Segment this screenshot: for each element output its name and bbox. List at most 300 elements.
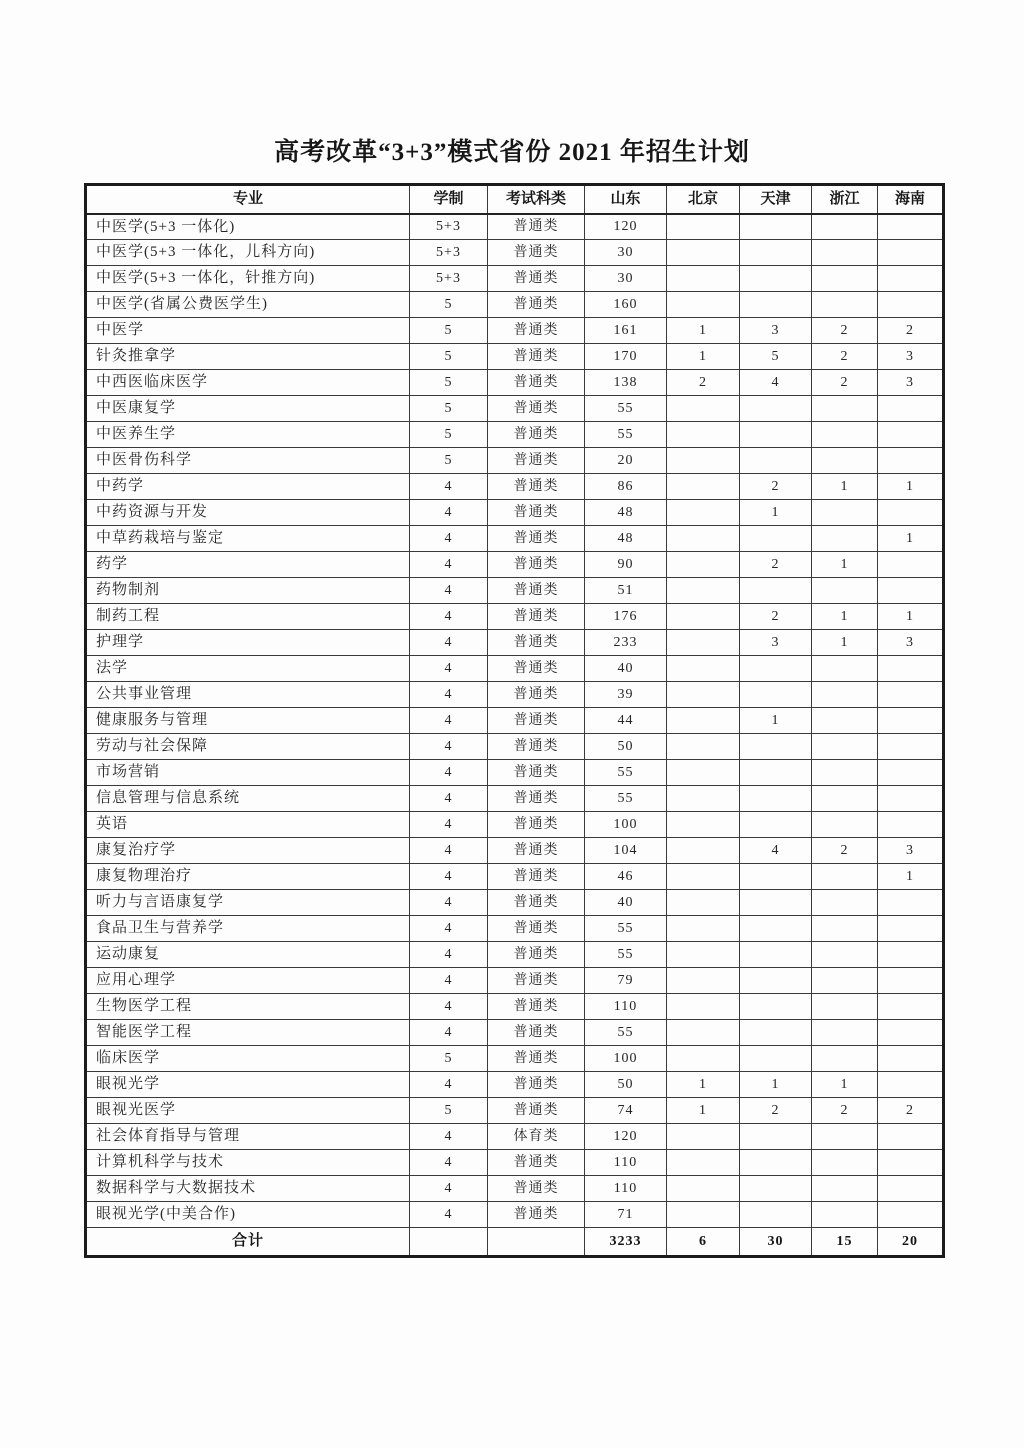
major-cell: 中西医临床医学 (86, 370, 410, 396)
value-cell: 2 (812, 344, 878, 370)
admission-plan-table (84, 183, 945, 1258)
value-cell: 5 (410, 318, 488, 344)
major-cell: 中药资源与开发 (86, 500, 410, 526)
value-cell: 普通类 (488, 838, 585, 864)
value-cell: 3 (740, 318, 812, 344)
table-row (86, 994, 944, 1020)
value-cell: 2 (878, 1098, 944, 1124)
value-cell (812, 760, 878, 786)
table-row (86, 370, 944, 396)
value-cell: 3 (740, 630, 812, 656)
table-row (86, 864, 944, 890)
value-cell: 普通类 (488, 448, 585, 474)
value-cell (812, 786, 878, 812)
value-cell (667, 916, 740, 942)
value-cell (740, 1176, 812, 1202)
value-cell: 普通类 (488, 214, 585, 240)
major-cell: 中医学 (86, 318, 410, 344)
value-cell: 4 (410, 552, 488, 578)
value-cell: 普通类 (488, 526, 585, 552)
value-cell (878, 1046, 944, 1072)
value-cell: 50 (585, 1072, 667, 1098)
value-cell (667, 1124, 740, 1150)
major-cell: 公共事业管理 (86, 682, 410, 708)
major-cell: 临床医学 (86, 1046, 410, 1072)
table-row (86, 890, 944, 916)
total-value-cell (488, 1228, 585, 1257)
value-cell (812, 1150, 878, 1176)
value-cell (667, 890, 740, 916)
major-cell: 市场营销 (86, 760, 410, 786)
value-cell: 4 (410, 994, 488, 1020)
table-row (86, 214, 944, 240)
major-cell: 中医学(5+3 一体化) (86, 214, 410, 240)
column-header-1: 学制 (410, 185, 488, 214)
value-cell (878, 1072, 944, 1098)
value-cell: 40 (585, 890, 667, 916)
value-cell: 3 (878, 838, 944, 864)
value-cell (812, 864, 878, 890)
value-cell: 普通类 (488, 968, 585, 994)
column-header-0: 专业 (86, 185, 410, 214)
value-cell (878, 448, 944, 474)
value-cell: 普通类 (488, 916, 585, 942)
major-cell: 智能医学工程 (86, 1020, 410, 1046)
value-cell: 4 (410, 682, 488, 708)
value-cell: 普通类 (488, 994, 585, 1020)
total-value-cell: 30 (740, 1228, 812, 1257)
major-cell: 中草药栽培与鉴定 (86, 526, 410, 552)
major-cell: 护理学 (86, 630, 410, 656)
value-cell (878, 552, 944, 578)
value-cell: 176 (585, 604, 667, 630)
value-cell (740, 422, 812, 448)
value-cell: 5 (740, 344, 812, 370)
major-cell: 中医学(5+3 一体化，儿科方向) (86, 240, 410, 266)
value-cell (812, 708, 878, 734)
table-row (86, 916, 944, 942)
value-cell (812, 1020, 878, 1046)
value-cell: 普通类 (488, 812, 585, 838)
value-cell: 120 (585, 214, 667, 240)
value-cell: 1 (667, 344, 740, 370)
value-cell: 110 (585, 994, 667, 1020)
value-cell (740, 1150, 812, 1176)
major-cell: 中医养生学 (86, 422, 410, 448)
value-cell (740, 292, 812, 318)
value-cell: 普通类 (488, 396, 585, 422)
value-cell (667, 994, 740, 1020)
value-cell: 160 (585, 292, 667, 318)
value-cell: 普通类 (488, 604, 585, 630)
value-cell: 39 (585, 682, 667, 708)
value-cell: 4 (410, 968, 488, 994)
value-cell (667, 448, 740, 474)
table-row (86, 760, 944, 786)
value-cell (812, 812, 878, 838)
value-cell (878, 734, 944, 760)
value-cell: 2 (812, 370, 878, 396)
value-cell: 5+3 (410, 240, 488, 266)
value-cell: 4 (410, 474, 488, 500)
value-cell: 5 (410, 448, 488, 474)
value-cell (667, 292, 740, 318)
value-cell (667, 864, 740, 890)
major-cell: 中医康复学 (86, 396, 410, 422)
value-cell: 90 (585, 552, 667, 578)
value-cell (740, 916, 812, 942)
value-cell (812, 292, 878, 318)
value-cell: 2 (740, 552, 812, 578)
value-cell (878, 1020, 944, 1046)
value-cell: 4 (410, 708, 488, 734)
value-cell: 普通类 (488, 318, 585, 344)
table-row (86, 734, 944, 760)
value-cell (667, 474, 740, 500)
value-cell: 4 (410, 916, 488, 942)
value-cell (667, 266, 740, 292)
table-row (86, 578, 944, 604)
value-cell: 50 (585, 734, 667, 760)
value-cell (812, 682, 878, 708)
table-row (86, 604, 944, 630)
value-cell (740, 396, 812, 422)
major-cell: 药物制剂 (86, 578, 410, 604)
table-row (86, 838, 944, 864)
value-cell: 4 (410, 890, 488, 916)
value-cell (667, 682, 740, 708)
value-cell: 1 (812, 474, 878, 500)
value-cell (812, 942, 878, 968)
table-row (86, 526, 944, 552)
value-cell: 普通类 (488, 786, 585, 812)
table-row (86, 474, 944, 500)
value-cell (740, 656, 812, 682)
major-cell: 法学 (86, 656, 410, 682)
value-cell: 4 (410, 1020, 488, 1046)
value-cell: 46 (585, 864, 667, 890)
value-cell: 110 (585, 1150, 667, 1176)
value-cell (740, 240, 812, 266)
total-value-cell: 6 (667, 1228, 740, 1257)
major-cell: 信息管理与信息系统 (86, 786, 410, 812)
value-cell (878, 422, 944, 448)
table-row (86, 1098, 944, 1124)
value-cell: 1 (740, 500, 812, 526)
major-cell: 中医骨伤科学 (86, 448, 410, 474)
value-cell: 普通类 (488, 890, 585, 916)
value-cell (878, 812, 944, 838)
value-cell (812, 578, 878, 604)
value-cell: 1 (667, 1098, 740, 1124)
value-cell: 4 (410, 604, 488, 630)
table-row (86, 1046, 944, 1072)
value-cell (667, 500, 740, 526)
table-body (86, 214, 944, 1228)
value-cell (667, 552, 740, 578)
major-cell: 劳动与社会保障 (86, 734, 410, 760)
value-cell: 普通类 (488, 760, 585, 786)
value-cell (667, 396, 740, 422)
value-cell (812, 994, 878, 1020)
major-cell: 药学 (86, 552, 410, 578)
value-cell (878, 396, 944, 422)
value-cell: 4 (410, 786, 488, 812)
value-cell: 55 (585, 1020, 667, 1046)
major-cell: 眼视光学 (86, 1072, 410, 1098)
value-cell: 普通类 (488, 370, 585, 396)
value-cell: 普通类 (488, 474, 585, 500)
value-cell (812, 396, 878, 422)
total-label-cell: 合计 (86, 1228, 410, 1257)
value-cell (878, 1124, 944, 1150)
value-cell (812, 266, 878, 292)
table-row (86, 344, 944, 370)
value-cell: 71 (585, 1202, 667, 1228)
column-header-3: 山东 (585, 185, 667, 214)
value-cell (740, 812, 812, 838)
major-cell: 英语 (86, 812, 410, 838)
value-cell: 普通类 (488, 708, 585, 734)
value-cell: 普通类 (488, 240, 585, 266)
value-cell: 55 (585, 942, 667, 968)
value-cell: 4 (410, 1150, 488, 1176)
value-cell: 86 (585, 474, 667, 500)
column-header-6: 浙江 (812, 185, 878, 214)
value-cell: 普通类 (488, 942, 585, 968)
column-header-4: 北京 (667, 185, 740, 214)
table-row (86, 812, 944, 838)
major-cell: 生物医学工程 (86, 994, 410, 1020)
value-cell: 5 (410, 292, 488, 318)
value-cell (667, 604, 740, 630)
table-row (86, 396, 944, 422)
value-cell: 1 (812, 630, 878, 656)
value-cell (667, 786, 740, 812)
value-cell: 普通类 (488, 266, 585, 292)
value-cell: 普通类 (488, 1202, 585, 1228)
value-cell (667, 968, 740, 994)
value-cell: 普通类 (488, 1072, 585, 1098)
value-cell (740, 734, 812, 760)
value-cell: 5+3 (410, 266, 488, 292)
value-cell: 5 (410, 344, 488, 370)
major-cell: 运动康复 (86, 942, 410, 968)
value-cell (667, 1202, 740, 1228)
table-row (86, 1202, 944, 1228)
major-cell: 康复物理治疗 (86, 864, 410, 890)
table-row (86, 786, 944, 812)
table-row (86, 266, 944, 292)
value-cell: 1 (878, 474, 944, 500)
value-cell: 2 (740, 604, 812, 630)
value-cell: 普通类 (488, 292, 585, 318)
value-cell: 4 (410, 1176, 488, 1202)
major-cell: 中药学 (86, 474, 410, 500)
header-row (86, 185, 944, 214)
table-row (86, 1176, 944, 1202)
value-cell (740, 786, 812, 812)
value-cell: 138 (585, 370, 667, 396)
value-cell: 4 (410, 1124, 488, 1150)
value-cell: 55 (585, 760, 667, 786)
value-cell: 4 (410, 500, 488, 526)
major-cell: 康复治疗学 (86, 838, 410, 864)
value-cell: 5 (410, 1046, 488, 1072)
table-row (86, 968, 944, 994)
total-value-cell: 20 (878, 1228, 944, 1257)
total-value-cell (410, 1228, 488, 1257)
value-cell: 4 (410, 1202, 488, 1228)
table-row (86, 942, 944, 968)
value-cell: 普通类 (488, 1150, 585, 1176)
value-cell (667, 526, 740, 552)
value-cell: 普通类 (488, 1020, 585, 1046)
value-cell: 5 (410, 370, 488, 396)
value-cell: 普通类 (488, 1098, 585, 1124)
value-cell (878, 708, 944, 734)
value-cell: 1 (812, 552, 878, 578)
major-cell: 数据科学与大数据技术 (86, 1176, 410, 1202)
value-cell: 3 (878, 344, 944, 370)
value-cell: 44 (585, 708, 667, 734)
value-cell (740, 578, 812, 604)
total-value-cell: 3233 (585, 1228, 667, 1257)
value-cell: 1 (878, 864, 944, 890)
admission-plan-table-container (84, 183, 942, 1258)
value-cell: 30 (585, 266, 667, 292)
value-cell: 普通类 (488, 1046, 585, 1072)
value-cell: 2 (812, 838, 878, 864)
value-cell: 4 (410, 942, 488, 968)
value-cell: 4 (410, 630, 488, 656)
major-cell: 制药工程 (86, 604, 410, 630)
value-cell: 普通类 (488, 656, 585, 682)
value-cell (878, 916, 944, 942)
table-row (86, 500, 944, 526)
value-cell: 4 (410, 812, 488, 838)
value-cell: 4 (410, 656, 488, 682)
value-cell (667, 656, 740, 682)
value-cell (667, 760, 740, 786)
total-value-cell: 15 (812, 1228, 878, 1257)
value-cell (667, 1150, 740, 1176)
value-cell: 1 (878, 526, 944, 552)
major-cell: 食品卫生与营养学 (86, 916, 410, 942)
value-cell (812, 1176, 878, 1202)
value-cell (878, 760, 944, 786)
table-row (86, 422, 944, 448)
value-cell: 普通类 (488, 1176, 585, 1202)
value-cell: 普通类 (488, 578, 585, 604)
value-cell (667, 1020, 740, 1046)
table-row (86, 708, 944, 734)
value-cell (878, 1176, 944, 1202)
value-cell (667, 734, 740, 760)
value-cell (812, 214, 878, 240)
value-cell (740, 760, 812, 786)
value-cell: 4 (740, 838, 812, 864)
major-cell: 针灸推拿学 (86, 344, 410, 370)
value-cell (878, 240, 944, 266)
column-header-5: 天津 (740, 185, 812, 214)
value-cell (667, 630, 740, 656)
major-cell: 眼视光学(中美合作) (86, 1202, 410, 1228)
table-row (86, 682, 944, 708)
value-cell (667, 422, 740, 448)
value-cell (740, 1202, 812, 1228)
value-cell: 普通类 (488, 344, 585, 370)
value-cell: 170 (585, 344, 667, 370)
value-cell: 1 (667, 1072, 740, 1098)
value-cell: 55 (585, 422, 667, 448)
major-cell: 社会体育指导与管理 (86, 1124, 410, 1150)
value-cell: 40 (585, 656, 667, 682)
value-cell (812, 240, 878, 266)
value-cell: 20 (585, 448, 667, 474)
value-cell (812, 890, 878, 916)
table-row (86, 240, 944, 266)
major-cell: 听力与言语康复学 (86, 890, 410, 916)
value-cell (667, 838, 740, 864)
value-cell: 3 (878, 630, 944, 656)
total-row (86, 1228, 944, 1257)
value-cell (878, 890, 944, 916)
value-cell: 普通类 (488, 630, 585, 656)
value-cell (812, 1124, 878, 1150)
value-cell: 30 (585, 240, 667, 266)
value-cell (667, 708, 740, 734)
value-cell: 4 (410, 734, 488, 760)
value-cell (667, 1176, 740, 1202)
value-cell (812, 422, 878, 448)
value-cell: 1 (740, 708, 812, 734)
value-cell: 普通类 (488, 864, 585, 890)
value-cell (667, 812, 740, 838)
value-cell: 4 (410, 526, 488, 552)
value-cell: 5 (410, 422, 488, 448)
value-cell: 100 (585, 812, 667, 838)
value-cell: 48 (585, 526, 667, 552)
table-row (86, 552, 944, 578)
value-cell (878, 500, 944, 526)
value-cell: 2 (812, 318, 878, 344)
value-cell: 4 (410, 578, 488, 604)
value-cell: 1 (667, 318, 740, 344)
value-cell: 5+3 (410, 214, 488, 240)
value-cell (812, 526, 878, 552)
value-cell (667, 942, 740, 968)
value-cell (812, 448, 878, 474)
value-cell (740, 1046, 812, 1072)
value-cell (740, 682, 812, 708)
value-cell: 100 (585, 1046, 667, 1072)
table-row (86, 1072, 944, 1098)
value-cell: 2 (740, 1098, 812, 1124)
value-cell: 74 (585, 1098, 667, 1124)
value-cell (812, 734, 878, 760)
value-cell (740, 448, 812, 474)
value-cell (740, 890, 812, 916)
value-cell: 4 (410, 864, 488, 890)
major-cell: 计算机科学与技术 (86, 1150, 410, 1176)
value-cell: 48 (585, 500, 667, 526)
value-cell: 1 (812, 604, 878, 630)
value-cell: 4 (410, 838, 488, 864)
value-cell (878, 266, 944, 292)
value-cell (740, 1020, 812, 1046)
value-cell: 1 (812, 1072, 878, 1098)
